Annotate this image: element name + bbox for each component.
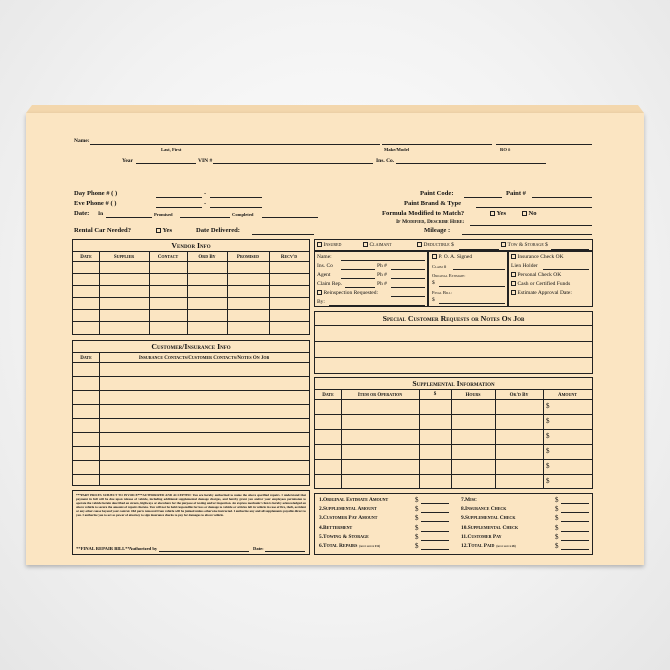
totals-right-item-label: 11.Customer Pay: [461, 533, 502, 540]
name-label: Name:: [74, 138, 90, 144]
totals-right-amount-line[interactable]: [561, 512, 589, 513]
vin-line[interactable]: [213, 163, 373, 164]
reinspection-by-label: By:: [317, 299, 325, 305]
totals-right-item-label: 7.Misc: [461, 497, 477, 503]
rental-yes-checkbox[interactable]: [156, 228, 161, 233]
table-row[interactable]: [73, 309, 309, 310]
authorization-box: [72, 490, 310, 555]
vendor-col-date: Date: [80, 255, 92, 260]
totals-right-item-2: [461, 506, 506, 512]
day-phone-line-b[interactable]: [210, 197, 262, 198]
claim-ins-co-line[interactable]: [341, 269, 375, 270]
totals-right-dollar-sign: $: [555, 542, 559, 550]
totals-left-total-note: (must match #12): [359, 545, 381, 548]
totals-box: [314, 493, 593, 555]
totals-left-item-5: [319, 534, 369, 540]
tow-storage-option[interactable]: Tow & Storage $: [501, 242, 548, 248]
deductible-checkbox[interactable]: [417, 242, 422, 247]
claim-name-label: Name:: [317, 254, 332, 260]
totals-right-dollar-sign: $: [555, 505, 559, 514]
totals-right-dollar-sign: $: [555, 532, 559, 541]
totals-right-amount-line[interactable]: [561, 549, 589, 550]
vin-label: VIN #: [198, 158, 213, 164]
vendor-info-table: [72, 239, 310, 335]
vendor-info-title: Vendor Info: [171, 241, 211, 250]
claim-rep-line[interactable]: [345, 287, 375, 288]
totals-right-total-note: (must match #6): [496, 545, 516, 548]
totals-right-amount-line[interactable]: [561, 521, 589, 522]
supp-amount-dollar: $: [546, 462, 550, 470]
insured-checkbox[interactable]: [317, 242, 322, 247]
customer-insurance-title: Customer/Insurance Info: [151, 342, 231, 351]
original-estimate-dollar: $: [432, 280, 435, 286]
promised-label: Promised: [154, 212, 173, 217]
claim-agent-line[interactable]: [341, 278, 375, 279]
final-bill-line[interactable]: [439, 303, 505, 304]
table-row[interactable]: [73, 390, 309, 391]
job-jacket-envelope: [26, 113, 644, 565]
totals-right-item-4: [461, 525, 518, 531]
totals-right-dollar-sign: $: [555, 514, 559, 523]
claim-ins-co-label: Ins. Co: [317, 263, 333, 269]
poa-checkbox[interactable]: [432, 254, 437, 259]
date-label: Date:: [74, 210, 90, 217]
promised-line[interactable]: [180, 217, 230, 218]
special-requests-box: [314, 311, 593, 374]
insurance-options-bar: [314, 239, 593, 251]
totals-left-item-6: [319, 543, 380, 549]
eve-phone-line-b[interactable]: [210, 207, 262, 208]
date-delivered-line[interactable]: [252, 234, 314, 235]
reinspection-by-line[interactable]: [329, 305, 425, 306]
table-row[interactable]: [73, 432, 309, 433]
customer-col-notes: Insurance Contacts/Customer Contacts/Notes On Job: [138, 356, 270, 361]
customer-insurance-table: [72, 340, 310, 486]
totals-left-item-1: [319, 497, 388, 503]
final-bill-dollar: $: [432, 297, 435, 303]
paint-number-line[interactable]: [532, 197, 592, 198]
paint-number-label: Paint #: [506, 190, 526, 197]
vendor-col-recvd: Recv'd: [280, 255, 298, 260]
table-row[interactable]: [73, 285, 309, 286]
formula-no[interactable]: No: [522, 210, 537, 217]
supp-col-hours: Hours: [465, 393, 481, 398]
totals-left-amount-line[interactable]: [421, 549, 449, 550]
if-modified-label: If Modified, Describe Here:: [396, 219, 465, 225]
totals-left-dollar-sign: $: [415, 514, 419, 523]
ins-co-label: Ins. Co.: [376, 158, 395, 164]
claim-ins-ph-label: Ph #: [377, 263, 387, 269]
totals-left-item-3: [319, 515, 377, 521]
totals-left-item-2: [319, 506, 377, 512]
completed-label: Completed: [232, 212, 254, 217]
if-modified-line[interactable]: [470, 225, 592, 226]
supplemental-table: [314, 377, 593, 489]
formula-yes[interactable]: Yes: [490, 210, 506, 217]
totals-right-item-label: 12.Total Paid: [461, 543, 495, 549]
totals-right-amount-line[interactable]: [561, 540, 589, 541]
totals-left-item-label: 1.Original Estimate Amount: [319, 497, 389, 503]
supp-amount-dollar: $: [546, 402, 550, 410]
insurance-check-checkbox[interactable]: [511, 254, 516, 259]
totals-left-item-4: [319, 525, 352, 531]
claim-rep-ph-label: Ph #: [377, 281, 387, 287]
totals-right-amount-line[interactable]: [561, 531, 589, 532]
name-line[interactable]: [90, 144, 380, 145]
totals-right-item-6: [461, 543, 516, 549]
notes-line[interactable]: [315, 357, 592, 358]
year-label: Year: [122, 158, 133, 164]
mileage-label: Mileage :: [424, 227, 451, 234]
claim-number-line[interactable]: [453, 269, 505, 270]
supplemental-title: Supplemental Information: [412, 379, 495, 388]
rental-yes[interactable]: Yes: [156, 227, 172, 234]
authorized-date-label: Date:: [253, 546, 264, 551]
make-model-label: Make/Model: [384, 147, 410, 152]
claim-contact-box: [314, 251, 428, 307]
table-row[interactable]: [315, 474, 592, 475]
final-bill-label: Final Bill:: [432, 290, 452, 295]
date-delivered-label: Date Delivered:: [196, 227, 241, 234]
rental-label: Rental Car Needed?: [74, 227, 132, 234]
final-repair-bill-label: **FINAL REPAIR BILL**: [76, 546, 130, 551]
completed-line[interactable]: [262, 217, 318, 218]
ins-co-line[interactable]: [396, 163, 546, 164]
notes-line[interactable]: [315, 341, 592, 342]
table-row[interactable]: [73, 321, 309, 322]
totals-left-item-label: 2.Supplemental Amount: [319, 506, 377, 513]
paint-brand-label: Paint Brand & Type: [404, 200, 462, 207]
insured-option[interactable]: Insured: [317, 242, 341, 248]
totals-left-dollar-sign: $: [415, 505, 419, 514]
eve-phone-label: Eve Phone # ( ): [74, 200, 117, 207]
claim-agent-ph-line[interactable]: [391, 278, 425, 279]
eve-phone-dash: -: [204, 200, 207, 207]
formula-no-checkbox[interactable]: [522, 211, 527, 216]
cash-option[interactable]: Cash or Certified Funds: [511, 281, 570, 287]
authorized-date-line[interactable]: [265, 551, 305, 552]
vendor-col-promised: Promised: [236, 255, 260, 260]
totals-left-dollar-sign: $: [415, 532, 419, 541]
eve-phone-line-a[interactable]: [156, 207, 202, 208]
table-row[interactable]: [73, 474, 309, 475]
supp-col-date: Date: [322, 393, 334, 398]
tow-storage-checkbox[interactable]: [501, 242, 506, 247]
totals-right-item-label: 8.Insurance Check: [461, 506, 507, 513]
reinspection-line[interactable]: [391, 296, 425, 297]
table-row[interactable]: [73, 418, 309, 419]
supp-amount-dollar: $: [546, 447, 550, 455]
vendor-col-ord-by: Ord By: [198, 255, 216, 260]
paint-code-label: Paint Code:: [420, 190, 454, 197]
table-row[interactable]: [73, 376, 309, 377]
totals-left-item-label: 6.Total Repairs: [319, 543, 358, 549]
insurance-check-option[interactable]: Insurance Check OK: [511, 254, 564, 260]
day-phone-line-a[interactable]: [156, 197, 202, 198]
day-phone-label: Day Phone # ( ): [74, 190, 118, 197]
ro-line[interactable]: [496, 144, 592, 145]
totals-left-amount-line[interactable]: [421, 512, 449, 513]
table-row[interactable]: [73, 460, 309, 461]
supp-col-okd-by: Ok'd By: [509, 393, 529, 398]
totals-right-item-5: [461, 534, 502, 540]
totals-right-item-label: 10.Supplemental Check: [461, 524, 519, 531]
tow-storage-line[interactable]: [551, 249, 589, 250]
cash-checkbox[interactable]: [511, 281, 516, 286]
authorization-text: ***PART PRICES SUBJECT TO INVOICE***AUTHORIZED AND ACCEPTED: You are hereby authorized to make the above specified repairs. I understand that payment in full will be due upon release of vehicle, including additional supplemental damage charges, and hereby grant you and/or your employees permission to operate the vehicle herein described on streets, highways or elsewhere for the purpose of testing and/or inspection. An express mechanic's lien is hereby acknowledged on above vehicle to secure the amount of repairs thereto. You will not be held responsible for loss or damage to vehicle or articles left in vehicle in case of fire, theft, accident or any other cause beyond your control. Old parts removed from vehicle will be junked unless otherwise instructed. I authorize any and all supplements payable direct to you. I authorize you to act as power of attorney to sign insurance checks to pay for damages to above vehicle.: [76, 493, 306, 518]
vendor-col-contact: Contact: [157, 255, 179, 260]
totals-left-dollar-sign: $: [415, 542, 419, 550]
lien-holder-label: Lien Holder: [511, 263, 538, 269]
table-row[interactable]: [73, 446, 309, 447]
claim-name-line[interactable]: [341, 260, 425, 261]
claim-ins-ph-line[interactable]: [391, 269, 425, 270]
ro-label: RO #: [500, 147, 511, 152]
lien-holder-line[interactable]: [543, 269, 589, 270]
claim-rep-label: Claim Rep.: [317, 281, 343, 287]
supp-amount-dollar: $: [546, 477, 550, 485]
claimant-checkbox[interactable]: [363, 242, 368, 247]
totals-left-dollar-sign: $: [415, 523, 419, 532]
claim-estimate-box: [428, 251, 508, 307]
name-sublabel: Last, First: [161, 147, 182, 152]
claim-rep-ph-line[interactable]: [391, 287, 425, 288]
date-in-line[interactable]: [106, 217, 152, 218]
claimant-option[interactable]: Claimant: [363, 242, 392, 248]
supp-col-amount: Amount: [558, 393, 577, 398]
table-row[interactable]: [315, 459, 592, 460]
supp-amount-dollar: $: [546, 417, 550, 425]
special-requests-title: Special Customer Requests or Notes On Job: [382, 314, 525, 323]
totals-right-item-1: [461, 497, 477, 503]
authorized-by-line[interactable]: [159, 551, 249, 552]
payment-checks-box: [508, 251, 593, 307]
mileage-line[interactable]: [462, 234, 592, 235]
authorized-by-label: Authorized by: [129, 546, 158, 551]
day-phone-dash: -: [204, 190, 207, 197]
claim-agent-ph-label: Ph #: [377, 272, 387, 278]
totals-left-amount-line[interactable]: [421, 531, 449, 532]
table-row[interactable]: [315, 429, 592, 430]
reinspection-checkbox[interactable]: [317, 290, 322, 295]
totals-right-item-3: [461, 515, 515, 521]
year-line[interactable]: [136, 163, 196, 164]
paint-code-line[interactable]: [464, 197, 502, 198]
totals-left-item-label: 5.Towing & Storage: [319, 533, 369, 540]
totals-right-dollar-sign: $: [555, 496, 559, 504]
totals-right-item-label: 9.Supplemental Check: [461, 515, 516, 522]
reinspection-option[interactable]: Reinspection Requested:: [317, 290, 378, 296]
totals-right-dollar-sign: $: [555, 523, 559, 532]
supp-amount-dollar: $: [546, 432, 550, 440]
vendor-col-supplier: Supplier: [113, 255, 135, 260]
original-estimate-label: Original Estimate:: [432, 273, 466, 278]
totals-right-amount-line[interactable]: [561, 503, 589, 504]
original-estimate-line[interactable]: [439, 286, 505, 287]
deductible-line[interactable]: [459, 249, 499, 250]
estimate-approval-checkbox[interactable]: [511, 290, 516, 295]
totals-left-dollar-sign: $: [415, 496, 419, 504]
totals-left-amount-line[interactable]: [421, 503, 449, 504]
customer-col-date: Date: [80, 356, 92, 361]
supp-col-dollar: $: [433, 392, 437, 397]
totals-left-amount-line[interactable]: [421, 540, 449, 541]
formula-yes-checkbox[interactable]: [490, 211, 495, 216]
personal-check-checkbox[interactable]: [511, 272, 516, 277]
personal-check-option[interactable]: Personal Check OK: [511, 272, 561, 278]
poa-option[interactable]: P. O. A. Signed: [432, 254, 472, 260]
claim-agent-label: Agent: [317, 272, 331, 278]
totals-left-amount-line[interactable]: [421, 521, 449, 522]
table-row[interactable]: [315, 414, 592, 415]
estimate-approval-option[interactable]: Estimate Approval Date:: [511, 290, 572, 296]
make-model-line[interactable]: [382, 144, 492, 145]
claim-number-label: Claim #: [432, 264, 447, 269]
paint-brand-line[interactable]: [476, 207, 592, 208]
totals-left-item-label: 4.Betterment: [319, 524, 353, 531]
totals-left-item-label: 3.Customer Pay Amount: [319, 515, 378, 522]
table-row[interactable]: [73, 404, 309, 405]
table-row[interactable]: [73, 273, 309, 274]
formula-label: Formula Modified to Match?: [382, 210, 465, 217]
supp-col-item: Item or Operation: [357, 393, 403, 398]
deductible-option[interactable]: Deductible $: [417, 242, 454, 248]
date-in-label: In: [98, 211, 104, 217]
table-row[interactable]: [315, 444, 592, 445]
table-row[interactable]: [73, 297, 309, 298]
